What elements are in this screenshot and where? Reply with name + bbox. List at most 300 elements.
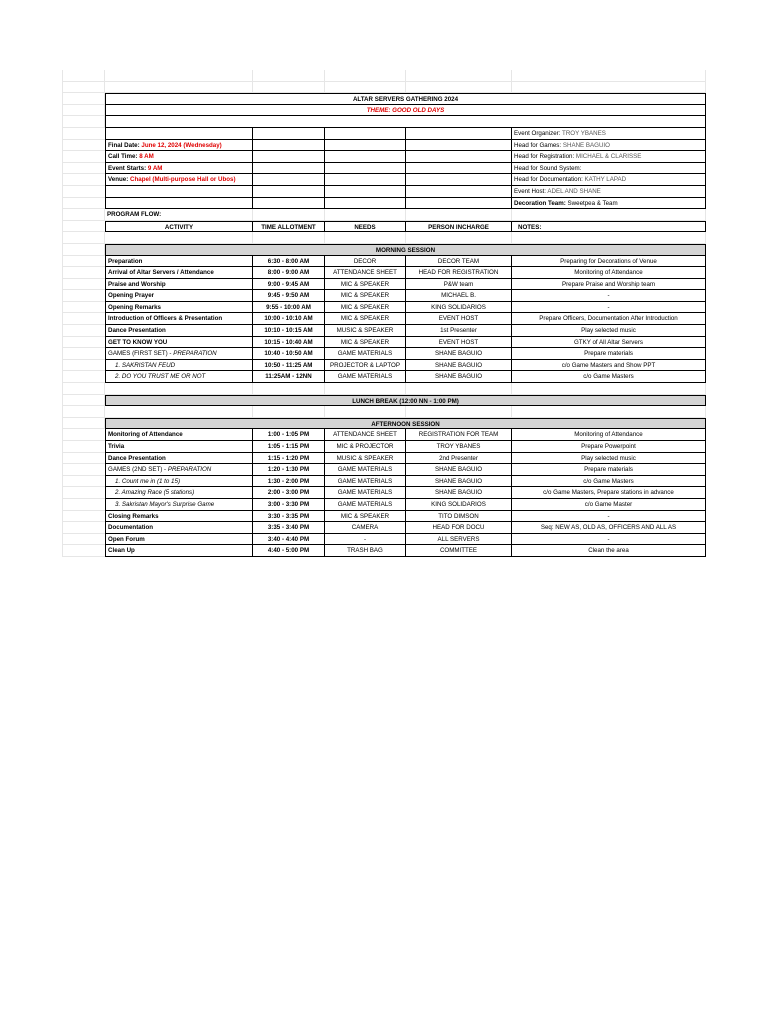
spreadsheet-page xyxy=(62,70,706,557)
afternoon-2-col-1[interactable] xyxy=(105,453,253,465)
afternoon-8-col-2[interactable] xyxy=(253,522,325,534)
table-row xyxy=(62,279,706,291)
activity-text: 1. SAKRISTAN FEUD xyxy=(115,361,176,369)
table-row xyxy=(62,337,706,349)
morning-3-col-5[interactable] xyxy=(512,290,706,302)
info-col-4[interactable] xyxy=(406,198,512,210)
notes-text: Prepare materials xyxy=(584,466,633,474)
spacer-col-5[interactable] xyxy=(512,383,706,395)
morning-1-col-5[interactable] xyxy=(512,267,706,279)
afternoon-6-col-2[interactable] xyxy=(253,499,325,511)
pf-col-4[interactable] xyxy=(406,209,512,221)
spacer-col-2[interactable] xyxy=(253,232,325,244)
afternoon-1-col-1[interactable] xyxy=(105,441,253,453)
morning-8-col-2[interactable] xyxy=(253,348,325,360)
afternoon-5-col-4[interactable] xyxy=(406,487,512,499)
spacer-col-1[interactable] xyxy=(105,232,253,244)
lunch-break xyxy=(105,395,706,407)
spacer-col-0[interactable] xyxy=(62,406,105,418)
morning-1-col-0[interactable] xyxy=(62,267,105,279)
afternoon-9-col-1[interactable] xyxy=(105,534,253,546)
morning-4-col-2[interactable] xyxy=(253,302,325,314)
info-col-0[interactable] xyxy=(62,151,105,163)
info-col-0[interactable] xyxy=(62,174,105,186)
morning-5-col-4[interactable] xyxy=(406,313,512,325)
spacer-col-3[interactable] xyxy=(325,406,406,418)
info-col-2[interactable] xyxy=(253,128,325,140)
afternoon-6-col-0[interactable] xyxy=(62,499,105,511)
blank-col-0[interactable] xyxy=(62,116,105,128)
info-col-5[interactable] xyxy=(512,151,706,163)
pf-col-3[interactable] xyxy=(325,209,406,221)
spacer-col-1[interactable] xyxy=(105,406,253,418)
notes-text: Play selected music xyxy=(581,454,636,462)
morning-0-col-5[interactable] xyxy=(512,256,706,268)
spacer-col-2[interactable] xyxy=(253,383,325,395)
sheet-rows xyxy=(62,70,706,557)
afternoon-5-col-1[interactable] xyxy=(105,487,253,499)
activity-text: GAMES (FIRST SET) - xyxy=(108,350,174,358)
table-row xyxy=(62,476,706,488)
info-col-0[interactable] xyxy=(62,198,105,210)
info-col-3[interactable] xyxy=(325,186,406,198)
empty-col-3[interactable] xyxy=(325,82,406,94)
morning-5-col-0[interactable] xyxy=(62,313,105,325)
program-flow-row xyxy=(62,209,706,221)
afternoon-9-col-2[interactable] xyxy=(253,534,325,546)
morning-9-col-5[interactable] xyxy=(512,360,706,372)
morning-2-col-1[interactable] xyxy=(105,279,253,291)
empty-col-0[interactable] xyxy=(62,82,105,94)
afternoon-4-col-0[interactable] xyxy=(62,476,105,488)
afternoon-2-col-2[interactable] xyxy=(253,453,325,465)
afternoon-5-col-5[interactable] xyxy=(512,487,706,499)
activity-text: Praise and Worship xyxy=(108,280,166,288)
needs-text: MUSIC & SPEAKER xyxy=(336,327,394,335)
afternoon-8-col-5[interactable] xyxy=(512,522,706,534)
time-text: 10:50 - 11:25 AM xyxy=(264,361,313,369)
afternoon-0-col-0[interactable] xyxy=(62,429,105,441)
table-row xyxy=(62,371,706,383)
info-col-0[interactable] xyxy=(62,140,105,152)
needs-text: ATTENDANCE SHEET xyxy=(333,269,397,277)
morning-10-col-0[interactable] xyxy=(62,371,105,383)
needs-text: ATTENDANCE SHEET xyxy=(333,431,397,439)
spacer-col-5[interactable] xyxy=(512,406,706,418)
lunch-col-0[interactable] xyxy=(62,395,105,407)
morning-5-col-1[interactable] xyxy=(105,313,253,325)
info-col-4[interactable] xyxy=(406,140,512,152)
afternoon-9-col-4[interactable] xyxy=(406,534,512,546)
morning-6-col-3[interactable] xyxy=(325,325,406,337)
info-label: Head for Documentation: xyxy=(514,176,583,184)
morning-10-col-5[interactable] xyxy=(512,371,706,383)
afternoon-3-col-5[interactable] xyxy=(512,464,706,476)
empty-col-3[interactable] xyxy=(325,70,406,82)
morning-7-col-3[interactable] xyxy=(325,337,406,349)
info-col-1[interactable] xyxy=(105,198,253,210)
afternoon-2-col-4[interactable] xyxy=(406,453,512,465)
morning-2-col-5[interactable] xyxy=(512,279,706,291)
spacer-col-3[interactable] xyxy=(325,232,406,244)
morning-4-col-0[interactable] xyxy=(62,302,105,314)
header-needs: NEEDS xyxy=(354,223,376,231)
info-col-5[interactable] xyxy=(512,140,706,152)
needs-text: GAME MATERIALS xyxy=(337,466,393,474)
morning-4-col-5[interactable] xyxy=(512,302,706,314)
header-col-5[interactable] xyxy=(512,221,706,233)
title-col-0[interactable] xyxy=(62,93,105,105)
spacer-col-4[interactable] xyxy=(406,383,512,395)
morning-1-col-2[interactable] xyxy=(253,267,325,279)
needs-text: MIC & PROJECTOR xyxy=(336,443,394,450)
table-row xyxy=(62,534,706,546)
info-col-3[interactable] xyxy=(325,198,406,210)
afternoon-7-col-2[interactable] xyxy=(253,511,325,523)
info-label: Decoration Team: xyxy=(514,199,566,207)
empty-col-2[interactable] xyxy=(253,70,325,82)
afternoon-10-col-3[interactable] xyxy=(325,545,406,557)
afternoon-10-col-2[interactable] xyxy=(253,545,325,557)
afternoon-8-col-1[interactable] xyxy=(105,522,253,534)
morning-3-col-4[interactable] xyxy=(406,290,512,302)
info-col-1[interactable] xyxy=(105,128,253,140)
notes-text: Clean the area xyxy=(588,547,629,555)
afternoon-0-col-5[interactable] xyxy=(512,429,706,441)
notes-text: Prepare Powerpoint xyxy=(581,443,636,450)
afternoon-7-col-0[interactable] xyxy=(62,511,105,523)
morning-0-col-3[interactable] xyxy=(325,256,406,268)
afternoon-5-col-2[interactable] xyxy=(253,487,325,499)
notes-text: c/o Game Masters, Prepare stations in advance xyxy=(543,489,674,497)
pf-col-1[interactable] xyxy=(105,209,253,221)
activity-text: Dance Presentation xyxy=(108,454,166,462)
info-col-3[interactable] xyxy=(325,163,406,175)
info-col-4[interactable] xyxy=(406,174,512,186)
info-col-4[interactable] xyxy=(406,151,512,163)
morning-7-col-2[interactable] xyxy=(253,337,325,349)
afternoon-3-col-3[interactable] xyxy=(325,464,406,476)
empty-col-4[interactable] xyxy=(406,82,512,94)
morning-10-col-2[interactable] xyxy=(253,371,325,383)
afternoon-0-col-4[interactable] xyxy=(406,429,512,441)
needs-text: PROJECTOR & LAPTOP xyxy=(330,361,400,369)
info-col-1[interactable] xyxy=(105,186,253,198)
morning-2-col-3[interactable] xyxy=(325,279,406,291)
morning-1-col-3[interactable] xyxy=(325,267,406,279)
afternoon-3-col-1[interactable] xyxy=(105,464,253,476)
afternoon-10-col-5[interactable] xyxy=(512,545,706,557)
person-text: COMMITTEE xyxy=(439,547,478,555)
morning-7-col-5[interactable] xyxy=(512,337,706,349)
morning-9-col-0[interactable] xyxy=(62,360,105,372)
morning-6-col-1[interactable] xyxy=(105,325,253,337)
header-time: TIME ALLOTMENT xyxy=(261,223,316,231)
notes-text: Monitoring of Attendance xyxy=(574,269,643,277)
morning-8-col-1[interactable] xyxy=(105,348,253,360)
morning-3-col-3[interactable] xyxy=(325,290,406,302)
spacer-col-1[interactable] xyxy=(105,383,253,395)
morning-4-col-1[interactable] xyxy=(105,302,253,314)
morning-4-col-4[interactable] xyxy=(406,302,512,314)
info-value: TROY YBANES xyxy=(562,129,606,137)
morning-5-col-2[interactable] xyxy=(253,313,325,325)
morning-8-col-0[interactable] xyxy=(62,348,105,360)
info-col-2[interactable] xyxy=(253,151,325,163)
afternoon-7-col-1[interactable] xyxy=(105,511,253,523)
needs-text: MUSIC & SPEAKER xyxy=(336,454,394,462)
time-text: 3:00 - 3:30 PM xyxy=(267,500,310,508)
info-value: MICHAEL & CLARISSE xyxy=(575,153,642,161)
pf-col-0[interactable] xyxy=(62,209,105,221)
needs-text: - xyxy=(363,535,367,543)
morning-3-col-0[interactable] xyxy=(62,290,105,302)
morning-session-label-text: MORNING SESSION xyxy=(375,246,436,254)
table-row xyxy=(62,429,706,441)
morning-6-col-5[interactable] xyxy=(512,325,706,337)
notes-text: Play selected music xyxy=(581,327,636,335)
afternoon-6-col-4[interactable] xyxy=(406,499,512,511)
activity-text: Clean Up xyxy=(108,547,135,555)
morning-9-col-4[interactable] xyxy=(406,360,512,372)
afternoon-2-col-0[interactable] xyxy=(62,453,105,465)
empty-col-5[interactable] xyxy=(512,70,706,82)
info-label: Head for Sound System: xyxy=(514,164,582,172)
empty-col-0[interactable] xyxy=(62,70,105,82)
notes-text: Prepare Praise and Worship team xyxy=(561,280,656,288)
morning-1-col-4[interactable] xyxy=(406,267,512,279)
info-col-1[interactable] xyxy=(105,151,253,163)
activity-text: 2. Amazing Race (5 stations) xyxy=(115,489,195,497)
info-col-5[interactable] xyxy=(512,174,706,186)
morning-0-col-4[interactable] xyxy=(406,256,512,268)
afternoon-1-col-5[interactable] xyxy=(512,441,706,453)
afternoon-7-col-5[interactable] xyxy=(512,511,706,523)
afternoon-5-col-3[interactable] xyxy=(325,487,406,499)
afternoon-4-col-3[interactable] xyxy=(325,476,406,488)
afternoon-1-col-3[interactable] xyxy=(325,441,406,453)
spacer-col-0[interactable] xyxy=(62,232,105,244)
info-col-3[interactable] xyxy=(325,140,406,152)
morning-5-col-5[interactable] xyxy=(512,313,706,325)
afternoon-8-col-0[interactable] xyxy=(62,522,105,534)
theme-col-0[interactable] xyxy=(62,105,105,117)
time-text: 9:45 - 9:50 AM xyxy=(267,292,310,300)
info-label: Head for Registration: xyxy=(514,153,575,161)
time-text: 1:05 - 1:15 PM xyxy=(267,443,310,450)
pf-col-5[interactable] xyxy=(512,209,706,221)
afternoon-3-col-0[interactable] xyxy=(62,464,105,476)
info-col-5[interactable] xyxy=(512,186,706,198)
empty-col-1[interactable] xyxy=(105,70,253,82)
info-col-1[interactable] xyxy=(105,163,253,175)
event-title-text: ALTAR SERVERS GATHERING 2024 xyxy=(352,96,459,104)
afternoon-0-col-1[interactable] xyxy=(105,429,253,441)
afternoon-2-col-5[interactable] xyxy=(512,453,706,465)
info-col-2[interactable] xyxy=(253,174,325,186)
header-col-2[interactable] xyxy=(253,221,325,233)
info-col-0[interactable] xyxy=(62,186,105,198)
morning-9-col-3[interactable] xyxy=(325,360,406,372)
afternoon-10-col-0[interactable] xyxy=(62,545,105,557)
afternoon-9-col-5[interactable] xyxy=(512,534,706,546)
person-text: SHANE BAGUIO xyxy=(434,477,483,485)
spacer-col-5[interactable] xyxy=(512,232,706,244)
info-col-4[interactable] xyxy=(406,186,512,198)
afternoon-0-col-3[interactable] xyxy=(325,429,406,441)
spacer-col-0[interactable] xyxy=(62,383,105,395)
notes-text: - xyxy=(607,535,610,543)
person-text: SHANE BAGUIO xyxy=(434,361,483,369)
info-col-1[interactable] xyxy=(105,140,253,152)
morning-8-col-5[interactable] xyxy=(512,348,706,360)
person-text: KING SOLIDARIOS xyxy=(431,303,486,311)
spacer-col-4[interactable] xyxy=(406,406,512,418)
table-row xyxy=(62,441,706,453)
empty-col-2[interactable] xyxy=(253,82,325,94)
afternoon-1-col-4[interactable] xyxy=(406,441,512,453)
morning-0-col-0[interactable] xyxy=(62,256,105,268)
info-col-1[interactable] xyxy=(105,174,253,186)
afternoon-10-col-4[interactable] xyxy=(406,545,512,557)
morning-2-col-4[interactable] xyxy=(406,279,512,291)
afternoon-6-col-3[interactable] xyxy=(325,499,406,511)
activity-text: Arrival of Altar Servers / Attendance xyxy=(108,269,214,277)
activity-text: Closing Remarks xyxy=(108,512,159,520)
morning-8-col-4[interactable] xyxy=(406,348,512,360)
afternoon-4-col-1[interactable] xyxy=(105,476,253,488)
morning-4-col-3[interactable] xyxy=(325,302,406,314)
empty-col-5[interactable] xyxy=(512,82,706,94)
morning-10-col-1[interactable] xyxy=(105,371,253,383)
afternoon-3-col-4[interactable] xyxy=(406,464,512,476)
info-col-5[interactable] xyxy=(512,163,706,175)
afternoon-4-col-5[interactable] xyxy=(512,476,706,488)
morning-2-col-0[interactable] xyxy=(62,279,105,291)
info-col-4[interactable] xyxy=(406,128,512,140)
afternoon-8-col-4[interactable] xyxy=(406,522,512,534)
notes-text: Monitoring of Attendance xyxy=(574,431,643,439)
info-col-5[interactable] xyxy=(512,198,706,210)
empty-col-1[interactable] xyxy=(105,82,253,94)
person-text: HEAD FOR REGISTRATION xyxy=(418,269,499,277)
person-text: TROY YBANES xyxy=(436,443,481,450)
info-label: Event Host: xyxy=(514,187,546,195)
morning-7-col-4[interactable] xyxy=(406,337,512,349)
morning-3-col-1[interactable] xyxy=(105,290,253,302)
person-text: REGISTRATION FOR TEAM xyxy=(418,431,499,439)
afternoon-5-col-0[interactable] xyxy=(62,487,105,499)
afternoon-7-col-4[interactable] xyxy=(406,511,512,523)
time-text: 9:55 - 10:00 AM xyxy=(266,303,311,311)
afternoon-2-col-3[interactable] xyxy=(325,453,406,465)
morning-label-col-0[interactable] xyxy=(62,244,105,256)
afternoon-4-col-4[interactable] xyxy=(406,476,512,488)
activity-text: Opening Prayer xyxy=(108,292,155,300)
morning-6-col-4[interactable] xyxy=(406,325,512,337)
afternoon-label-col-0[interactable] xyxy=(62,418,105,430)
title-row xyxy=(62,93,706,105)
morning-8-col-3[interactable] xyxy=(325,348,406,360)
morning-1-col-1[interactable] xyxy=(105,267,253,279)
afternoon-4-col-2[interactable] xyxy=(253,476,325,488)
info-label: Event Organizer: xyxy=(514,129,561,137)
spacer-col-3[interactable] xyxy=(325,383,406,395)
info-col-2[interactable] xyxy=(253,198,325,210)
info-col-2[interactable] xyxy=(253,140,325,152)
morning-6-col-0[interactable] xyxy=(62,325,105,337)
header-col-3[interactable] xyxy=(325,221,406,233)
notes-text: c/o Game Masters xyxy=(583,373,634,381)
afternoon-6-col-1[interactable] xyxy=(105,499,253,511)
afternoon-7-col-3[interactable] xyxy=(325,511,406,523)
info-value: June 12, 2024 (Wednesday) xyxy=(141,141,222,149)
morning-9-col-1[interactable] xyxy=(105,360,253,372)
morning-0-col-1[interactable] xyxy=(105,256,253,268)
morning-2-col-2[interactable] xyxy=(253,279,325,291)
table-row xyxy=(62,487,706,499)
afternoon-1-col-2[interactable] xyxy=(253,441,325,453)
morning-label-row xyxy=(62,244,706,256)
afternoon-3-col-2[interactable] xyxy=(253,464,325,476)
activity-text: Preparation xyxy=(108,257,143,265)
info-col-4[interactable] xyxy=(406,163,512,175)
needs-text: MIC & SPEAKER xyxy=(340,303,390,311)
morning-3-col-2[interactable] xyxy=(253,290,325,302)
activity-text: GET TO KNOW YOU xyxy=(108,338,168,346)
morning-9-col-2[interactable] xyxy=(253,360,325,372)
info-col-3[interactable] xyxy=(325,174,406,186)
person-text: HEAD FOR DOCU xyxy=(432,524,485,532)
header-col-0[interactable] xyxy=(62,221,105,233)
info-col-3[interactable] xyxy=(325,151,406,163)
table-row xyxy=(62,511,706,523)
event-theme-text: THEME: GOOD OLD DAYS xyxy=(366,106,445,114)
info-col-0[interactable] xyxy=(62,128,105,140)
table-row xyxy=(62,302,706,314)
afternoon-1-col-0[interactable] xyxy=(62,441,105,453)
morning-7-col-1[interactable] xyxy=(105,337,253,349)
morning-0-col-2[interactable] xyxy=(253,256,325,268)
afternoon-0-col-2[interactable] xyxy=(253,429,325,441)
info-row xyxy=(62,151,706,163)
afternoon-6-col-5[interactable] xyxy=(512,499,706,511)
afternoon-10-col-1[interactable] xyxy=(105,545,253,557)
info-col-2[interactable] xyxy=(253,163,325,175)
morning-10-col-4[interactable] xyxy=(406,371,512,383)
empty-col-4[interactable] xyxy=(406,70,512,82)
header-col-4[interactable] xyxy=(406,221,512,233)
afternoon-9-col-3[interactable] xyxy=(325,534,406,546)
morning-6-col-2[interactable] xyxy=(253,325,325,337)
header-col-1[interactable] xyxy=(105,221,253,233)
morning-5-col-3[interactable] xyxy=(325,313,406,325)
info-col-3[interactable] xyxy=(325,128,406,140)
afternoon-9-col-0[interactable] xyxy=(62,534,105,546)
spacer-col-4[interactable] xyxy=(406,232,512,244)
morning-7-col-0[interactable] xyxy=(62,337,105,349)
pf-col-2[interactable] xyxy=(253,209,325,221)
info-col-0[interactable] xyxy=(62,163,105,175)
morning-10-col-3[interactable] xyxy=(325,371,406,383)
activity-text: 1. Count me in (1 to 15) xyxy=(115,477,181,485)
spacer-col-2[interactable] xyxy=(253,406,325,418)
info-col-5[interactable] xyxy=(512,128,706,140)
time-text: 10:40 - 10:50 AM xyxy=(264,350,313,358)
info-col-2[interactable] xyxy=(253,186,325,198)
afternoon-8-col-3[interactable] xyxy=(325,522,406,534)
info-value: Sweetpea & Team xyxy=(567,199,618,207)
